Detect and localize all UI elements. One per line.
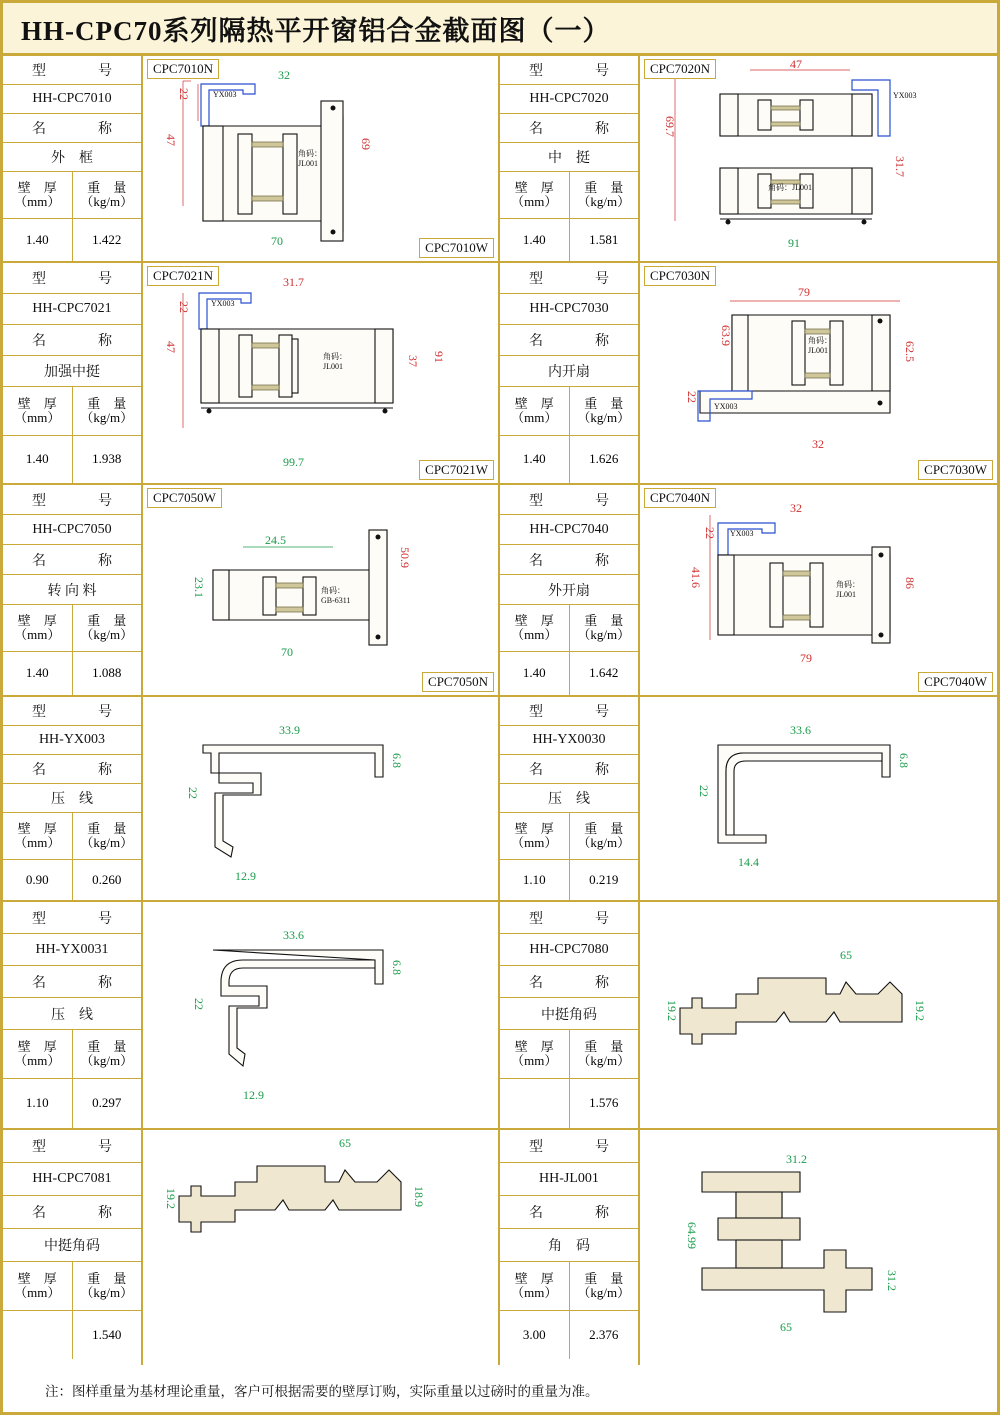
value-model: HH-CPC7040 bbox=[500, 515, 638, 545]
dim-22: 22 bbox=[192, 998, 206, 1010]
tag-top-left: CPC7010N bbox=[147, 59, 219, 79]
section-drawing bbox=[640, 1130, 997, 1365]
dim-33-6: 33.6 bbox=[790, 723, 811, 737]
dim-37: 37 bbox=[406, 355, 420, 367]
value-model: HH-CPC7030 bbox=[500, 294, 638, 325]
dim-69: 69 bbox=[359, 138, 373, 150]
dim-47: 47 bbox=[790, 57, 802, 71]
value-name: 转 向 料 bbox=[3, 575, 141, 605]
value-wall: 1.10 bbox=[3, 1079, 73, 1128]
profile-grid bbox=[3, 56, 997, 1365]
svg-text:YX003: YX003 bbox=[893, 91, 917, 100]
dim-19-2-left: 19.2 bbox=[665, 1000, 679, 1021]
svg-text:角码：: 角码： bbox=[808, 336, 832, 345]
profile-cell-cpc7040 bbox=[500, 485, 997, 697]
value-wall: 1.40 bbox=[3, 652, 73, 695]
dim-31-7: 31.7 bbox=[283, 275, 304, 289]
sheet-title-bar bbox=[3, 3, 997, 56]
header-wall-weight bbox=[3, 813, 141, 860]
label-weight: 重 量 （kg/m） bbox=[80, 395, 134, 425]
dim-50-9: 50.9 bbox=[398, 547, 412, 568]
label-wall: 壁 厚 （mm） bbox=[500, 172, 570, 218]
value-model: HH-YX0030 bbox=[500, 726, 638, 755]
info-table bbox=[500, 485, 640, 695]
value-model: HH-CPC7080 bbox=[500, 934, 638, 966]
header-wall-weight bbox=[500, 605, 638, 652]
svg-text:GB-6311: GB-6311 bbox=[321, 596, 351, 605]
label-weight: 重 量 （kg/m） bbox=[80, 820, 134, 850]
value-name: 中挺角码 bbox=[500, 998, 638, 1030]
profile-cell-cpc7050 bbox=[3, 485, 500, 697]
svg-text:角码：: 角码： bbox=[323, 352, 347, 361]
label-weight: 重 量 （kg/m） bbox=[80, 612, 134, 642]
header-wall-weight bbox=[500, 813, 638, 860]
header-wall-weight bbox=[3, 387, 141, 436]
value-name: 中挺角码 bbox=[3, 1229, 141, 1262]
tag-top-left: CPC7030N bbox=[644, 266, 716, 286]
info-table bbox=[3, 902, 143, 1128]
tag-bottom-right: CPC7010W bbox=[419, 238, 494, 258]
value-weight: 2.376 bbox=[589, 1326, 619, 1342]
info-table bbox=[500, 1130, 640, 1365]
dim-6-8: 6.8 bbox=[897, 753, 911, 768]
label-name: 名 称 bbox=[500, 114, 638, 143]
value-weight: 0.297 bbox=[92, 1095, 122, 1111]
value-weight: 1.422 bbox=[92, 231, 122, 247]
dim-64-99: 64.99 bbox=[685, 1222, 699, 1249]
label-wall: 壁 厚 （mm） bbox=[500, 1262, 570, 1310]
dim-22: 22 bbox=[177, 301, 191, 313]
section-drawing bbox=[640, 485, 997, 695]
info-table bbox=[3, 263, 143, 483]
value-weight: 0.260 bbox=[92, 871, 122, 887]
dim-22: 22 bbox=[186, 787, 200, 799]
label-wall: 壁 厚 （mm） bbox=[3, 1030, 73, 1078]
svg-text:JL001: JL001 bbox=[323, 362, 343, 371]
values-wall-weight bbox=[500, 860, 638, 900]
value-weight: 1.938 bbox=[92, 451, 122, 467]
info-table bbox=[3, 56, 143, 261]
label-model: 型 号 bbox=[500, 902, 638, 934]
dim-32: 32 bbox=[790, 501, 802, 515]
info-table bbox=[500, 697, 640, 900]
value-weight: 1.642 bbox=[589, 665, 619, 681]
value-name: 内开扇 bbox=[500, 356, 638, 387]
header-wall-weight bbox=[3, 605, 141, 652]
tag-bottom-right: CPC7021W bbox=[419, 460, 494, 480]
label-model: 型 号 bbox=[3, 485, 141, 515]
value-weight: 1.576 bbox=[589, 1095, 619, 1111]
svg-text:YX003: YX003 bbox=[213, 90, 237, 99]
dim-99-7: 99.7 bbox=[283, 455, 304, 469]
label-model: 型 号 bbox=[500, 697, 638, 726]
value-wall: 1.10 bbox=[500, 860, 570, 900]
value-weight: 1.581 bbox=[589, 231, 619, 247]
label-weight: 重 量 （kg/m） bbox=[80, 1270, 134, 1300]
label-name: 名 称 bbox=[500, 755, 638, 784]
dim-24-5: 24.5 bbox=[265, 533, 286, 547]
label-name: 名 称 bbox=[3, 1196, 141, 1229]
value-model: HH-YX003 bbox=[3, 726, 141, 755]
value-wall: 1.40 bbox=[500, 219, 570, 261]
value-wall: 1.40 bbox=[3, 219, 73, 261]
section-drawing bbox=[640, 902, 997, 1128]
dim-33-6: 33.6 bbox=[283, 928, 304, 942]
value-name: 压 线 bbox=[3, 998, 141, 1030]
tag-top-left: CPC7020N bbox=[644, 59, 716, 79]
tag-bottom-right: CPC7040W bbox=[918, 672, 993, 692]
label-model: 型 号 bbox=[3, 902, 141, 934]
svg-text:JL001: JL001 bbox=[836, 590, 856, 599]
header-wall-weight bbox=[3, 1262, 141, 1311]
values-wall-weight bbox=[500, 1311, 638, 1359]
value-name: 压 线 bbox=[500, 784, 638, 813]
svg-cpc7080 bbox=[640, 902, 980, 1128]
dim-79: 79 bbox=[800, 651, 812, 665]
label-model: 型 号 bbox=[500, 1130, 638, 1163]
header-wall-weight bbox=[500, 172, 638, 219]
dim-19-2: 19.2 bbox=[164, 1188, 178, 1209]
info-table bbox=[500, 263, 640, 483]
dim-65: 65 bbox=[840, 948, 852, 962]
label-weight: 重 量 （kg/m） bbox=[577, 395, 631, 425]
label-model: 型 号 bbox=[500, 485, 638, 515]
svg-yx0031 bbox=[143, 902, 483, 1128]
info-table bbox=[3, 485, 143, 695]
svg-cpc7021 bbox=[143, 263, 483, 483]
label-wall: 壁 厚 （mm） bbox=[500, 1030, 570, 1078]
svg-text:角码：JL001: 角码：JL001 bbox=[768, 183, 812, 192]
svg-text:JL001: JL001 bbox=[298, 159, 318, 168]
header-wall-weight bbox=[500, 1262, 638, 1311]
dim-91: 91 bbox=[788, 236, 800, 250]
values-wall-weight bbox=[500, 219, 638, 261]
profile-cell-yx0031 bbox=[3, 902, 500, 1130]
value-name: 中 挺 bbox=[500, 143, 638, 172]
label-wall: 壁 厚 （mm） bbox=[500, 813, 570, 859]
svg-cpc7081 bbox=[143, 1130, 483, 1363]
dim-31-7: 31.7 bbox=[893, 156, 907, 177]
dim-22: 22 bbox=[685, 391, 699, 403]
profile-cell-jl001 bbox=[500, 1130, 997, 1365]
value-model: HH-CPC7021 bbox=[3, 294, 141, 325]
dim-32: 32 bbox=[278, 68, 290, 82]
header-wall-weight bbox=[500, 387, 638, 436]
section-drawing bbox=[640, 56, 997, 261]
value-model: HH-YX0031 bbox=[3, 934, 141, 966]
label-wall: 壁 厚 （mm） bbox=[3, 813, 73, 859]
value-weight: 1.540 bbox=[92, 1326, 122, 1342]
dim-6-8: 6.8 bbox=[390, 960, 404, 975]
svg-text:YX003: YX003 bbox=[211, 299, 235, 308]
label-model: 型 号 bbox=[3, 1130, 141, 1163]
dim-63-9: 63.9 bbox=[719, 325, 733, 346]
value-weight: 0.219 bbox=[589, 871, 619, 887]
value-name: 外 框 bbox=[3, 143, 141, 172]
label-name: 名 称 bbox=[500, 325, 638, 356]
label-weight: 重 量 （kg/m） bbox=[80, 1038, 134, 1068]
svg-text:YX003: YX003 bbox=[730, 529, 754, 538]
profile-cell-cpc7020 bbox=[500, 56, 997, 263]
tag-top-left: CPC7021N bbox=[147, 266, 219, 286]
values-wall-weight bbox=[3, 436, 141, 483]
profile-cell-cpc7030 bbox=[500, 263, 997, 485]
label-model: 型 号 bbox=[500, 263, 638, 294]
dim-47: 47 bbox=[164, 134, 178, 146]
label-wall: 壁 厚 （mm） bbox=[500, 605, 570, 651]
profile-cell-cpc7080 bbox=[500, 902, 997, 1130]
label-model: 型 号 bbox=[3, 263, 141, 294]
dim-69-7: 69.7 bbox=[663, 116, 677, 137]
label-name: 名 称 bbox=[500, 1196, 638, 1229]
value-wall: 1.40 bbox=[500, 652, 570, 695]
value-name: 外开扇 bbox=[500, 575, 638, 605]
section-drawing bbox=[143, 485, 498, 695]
dim-70: 70 bbox=[271, 234, 283, 248]
dim-31-2-top: 31.2 bbox=[786, 1152, 807, 1166]
dim-70: 70 bbox=[281, 645, 293, 659]
section-drawing bbox=[143, 697, 498, 900]
dim-47: 47 bbox=[164, 341, 178, 353]
profile-cell-cpc7021 bbox=[3, 263, 500, 485]
info-table bbox=[3, 1130, 143, 1365]
section-drawing bbox=[143, 902, 498, 1128]
value-name: 角 码 bbox=[500, 1229, 638, 1262]
label-wall: 壁 厚 （mm） bbox=[3, 605, 73, 651]
dim-18-9: 18.9 bbox=[412, 1186, 426, 1207]
svg-text:角码：: 角码： bbox=[298, 149, 322, 158]
label-name: 名 称 bbox=[3, 545, 141, 575]
dim-22: 22 bbox=[697, 785, 711, 797]
label-weight: 重 量 （kg/m） bbox=[577, 1038, 631, 1068]
svg-cpc7020 bbox=[640, 56, 980, 261]
tag-bottom-right: CPC7030W bbox=[918, 460, 993, 480]
svg-text:角码：: 角码： bbox=[836, 580, 860, 589]
section-drawing bbox=[640, 263, 997, 483]
page-title: HH-CPC70系列隔热平开窗铝合金截面图（一） bbox=[21, 15, 611, 46]
tag-top-left: CPC7040N bbox=[644, 488, 716, 508]
dim-32: 32 bbox=[812, 437, 824, 451]
dim-31-2-right: 31.2 bbox=[885, 1270, 899, 1291]
values-wall-weight bbox=[3, 652, 141, 695]
label-wall: 壁 厚 （mm） bbox=[3, 1262, 73, 1310]
dim-65: 65 bbox=[780, 1320, 792, 1334]
header-wall-weight bbox=[500, 1030, 638, 1079]
label-weight: 重 量 （kg/m） bbox=[577, 820, 631, 850]
dim-23-1: 23.1 bbox=[192, 577, 206, 598]
value-weight: 1.626 bbox=[589, 451, 619, 467]
header-wall-weight bbox=[3, 1030, 141, 1079]
value-weight: 1.088 bbox=[92, 665, 122, 681]
value-model: HH-CPC7020 bbox=[500, 85, 638, 114]
values-wall-weight bbox=[500, 436, 638, 483]
label-model: 型 号 bbox=[3, 56, 141, 85]
footer-note: 注：图样重量为基材理论重量，客户可根据需要的壁厚订购，实际重量以过磅时的重量为准。 bbox=[45, 1384, 599, 1399]
label-name: 名 称 bbox=[3, 114, 141, 143]
value-model: HH-JL001 bbox=[500, 1163, 638, 1196]
svg-text:JL001: JL001 bbox=[808, 346, 828, 355]
value-wall: 1.40 bbox=[500, 436, 570, 483]
value-wall: 3.00 bbox=[500, 1311, 570, 1359]
value-model: HH-CPC7010 bbox=[3, 85, 141, 114]
label-name: 名 称 bbox=[3, 325, 141, 356]
dim-22: 22 bbox=[703, 527, 717, 539]
value-wall bbox=[500, 1079, 570, 1128]
label-model: 型 号 bbox=[3, 697, 141, 726]
label-name: 名 称 bbox=[500, 545, 638, 575]
value-name: 加强中挺 bbox=[3, 356, 141, 387]
dim-79: 79 bbox=[798, 285, 810, 299]
info-table bbox=[500, 902, 640, 1128]
label-wall: 壁 厚 （mm） bbox=[3, 387, 73, 435]
section-drawing bbox=[640, 697, 997, 900]
dim-12-9: 12.9 bbox=[235, 869, 256, 883]
dim-33-9: 33.9 bbox=[279, 723, 300, 737]
dim-91: 91 bbox=[432, 351, 446, 363]
label-name: 名 称 bbox=[3, 966, 141, 998]
profile-cell-yx0030 bbox=[500, 697, 997, 902]
profile-cell-yx003 bbox=[3, 697, 500, 902]
value-wall: 1.40 bbox=[3, 436, 73, 483]
tag-top-left: CPC7050W bbox=[147, 488, 222, 508]
values-wall-weight bbox=[500, 652, 638, 695]
section-drawing bbox=[143, 263, 498, 483]
value-model: HH-CPC7050 bbox=[3, 515, 141, 545]
info-table bbox=[3, 697, 143, 900]
label-weight: 重 量 （kg/m） bbox=[577, 179, 631, 209]
dim-14-4: 14.4 bbox=[738, 855, 759, 869]
tag-bottom-right: CPC7050N bbox=[422, 672, 494, 692]
value-wall bbox=[3, 1311, 73, 1359]
section-drawing bbox=[143, 56, 498, 261]
dim-6-8: 6.8 bbox=[390, 753, 404, 768]
values-wall-weight bbox=[3, 219, 141, 261]
values-wall-weight bbox=[3, 1079, 141, 1128]
label-weight: 重 量 （kg/m） bbox=[577, 1270, 631, 1300]
values-wall-weight bbox=[500, 1079, 638, 1128]
section-drawing bbox=[143, 1130, 498, 1365]
svg-text:YX003: YX003 bbox=[714, 402, 738, 411]
svg-cpc7010 bbox=[143, 56, 483, 261]
label-weight: 重 量 （kg/m） bbox=[80, 179, 134, 209]
profile-cell-cpc7010 bbox=[3, 56, 500, 263]
dim-65: 65 bbox=[339, 1136, 351, 1150]
svg-cpc7030 bbox=[640, 263, 980, 483]
dim-12-9: 12.9 bbox=[243, 1088, 264, 1102]
label-wall: 壁 厚 （mm） bbox=[3, 172, 73, 218]
dim-19-2-right: 19.2 bbox=[913, 1000, 927, 1021]
label-name: 名 称 bbox=[3, 755, 141, 784]
value-name: 压 线 bbox=[3, 784, 141, 813]
dim-22: 22 bbox=[177, 88, 191, 100]
svg-text:角码：: 角码： bbox=[321, 586, 345, 595]
dim-62-5: 62.5 bbox=[903, 341, 917, 362]
label-wall: 壁 厚 （mm） bbox=[500, 387, 570, 435]
profile-cell-cpc7081 bbox=[3, 1130, 500, 1365]
label-weight: 重 量 （kg/m） bbox=[577, 612, 631, 642]
value-wall: 0.90 bbox=[3, 860, 73, 900]
header-wall-weight bbox=[3, 172, 141, 219]
dim-41-6: 41.6 bbox=[689, 567, 703, 588]
values-wall-weight bbox=[3, 860, 141, 900]
values-wall-weight bbox=[3, 1311, 141, 1359]
value-model: HH-CPC7081 bbox=[3, 1163, 141, 1196]
dim-86: 86 bbox=[903, 577, 917, 589]
label-name: 名 称 bbox=[500, 966, 638, 998]
info-table bbox=[500, 56, 640, 261]
label-model: 型 号 bbox=[500, 56, 638, 85]
